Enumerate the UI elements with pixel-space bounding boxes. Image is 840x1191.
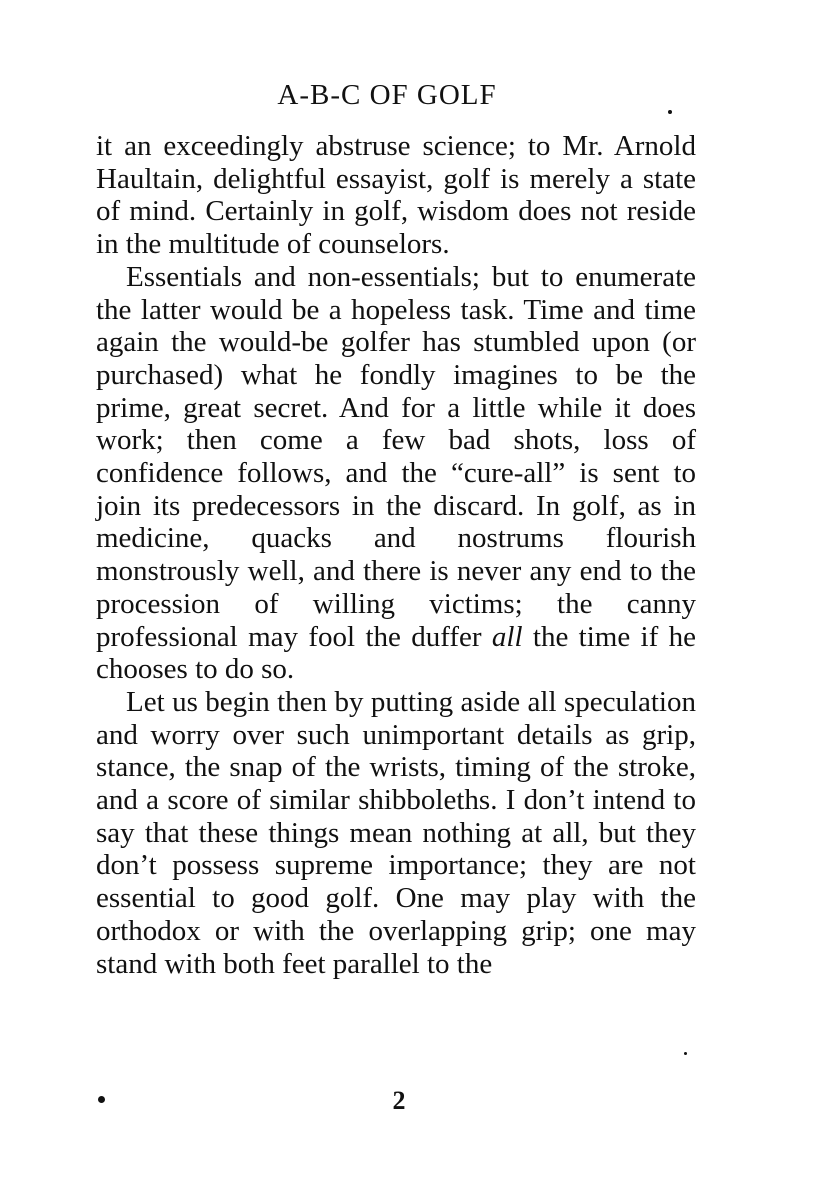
ink-speck <box>98 1096 105 1103</box>
ink-speck <box>668 110 672 114</box>
paragraph-2 <box>96 261 696 686</box>
paragraph-2-text-after: the time if he chooses to do so. <box>96 620 696 686</box>
body-text <box>96 130 696 980</box>
running-head: A-B-C OF GOLF <box>277 79 497 111</box>
ink-speck <box>684 1052 687 1055</box>
paragraph-2-text-before: Essentials and non-essentials; but to enumerate the latter would be a hopeless task. Time and time again the would-be golfer has stumbled upon (or purchased) what he fondly imagines to be the prime, great secret. And for a little while it does work; then come a few bad shots, loss of confidence follows, and the “cure-all” is sent to join its predecessors in the discard. In golf, as in medicine, quacks and nostrums flourish monstrously well, and there is never any end to the procession of willing victims; the canny professional may fool the duffer <box>96 260 696 653</box>
emphasis-all: all <box>491 620 523 653</box>
page-number: 2 <box>392 1086 406 1115</box>
paragraph-1: it an exceedingly abstruse science; to Mr. Arnold Haultain, delightful essayist, golf is merely a state of mind. Certainly in golf, wisdom does not reside in the multitude of counselors. <box>96 130 696 261</box>
paragraph-3: Let us begin then by putting aside all speculation and worry over such unimportant details as grip, stance, the snap of the wrists, timing of the stroke, and a score of similar shibboleths. I don’t intend to say that these things mean nothing at all, but they don’t possess supreme importance; they are not essential to good golf. One may play with the orthodox or with the overlapping grip; one may stand with both feet parallel to the <box>96 685 696 980</box>
